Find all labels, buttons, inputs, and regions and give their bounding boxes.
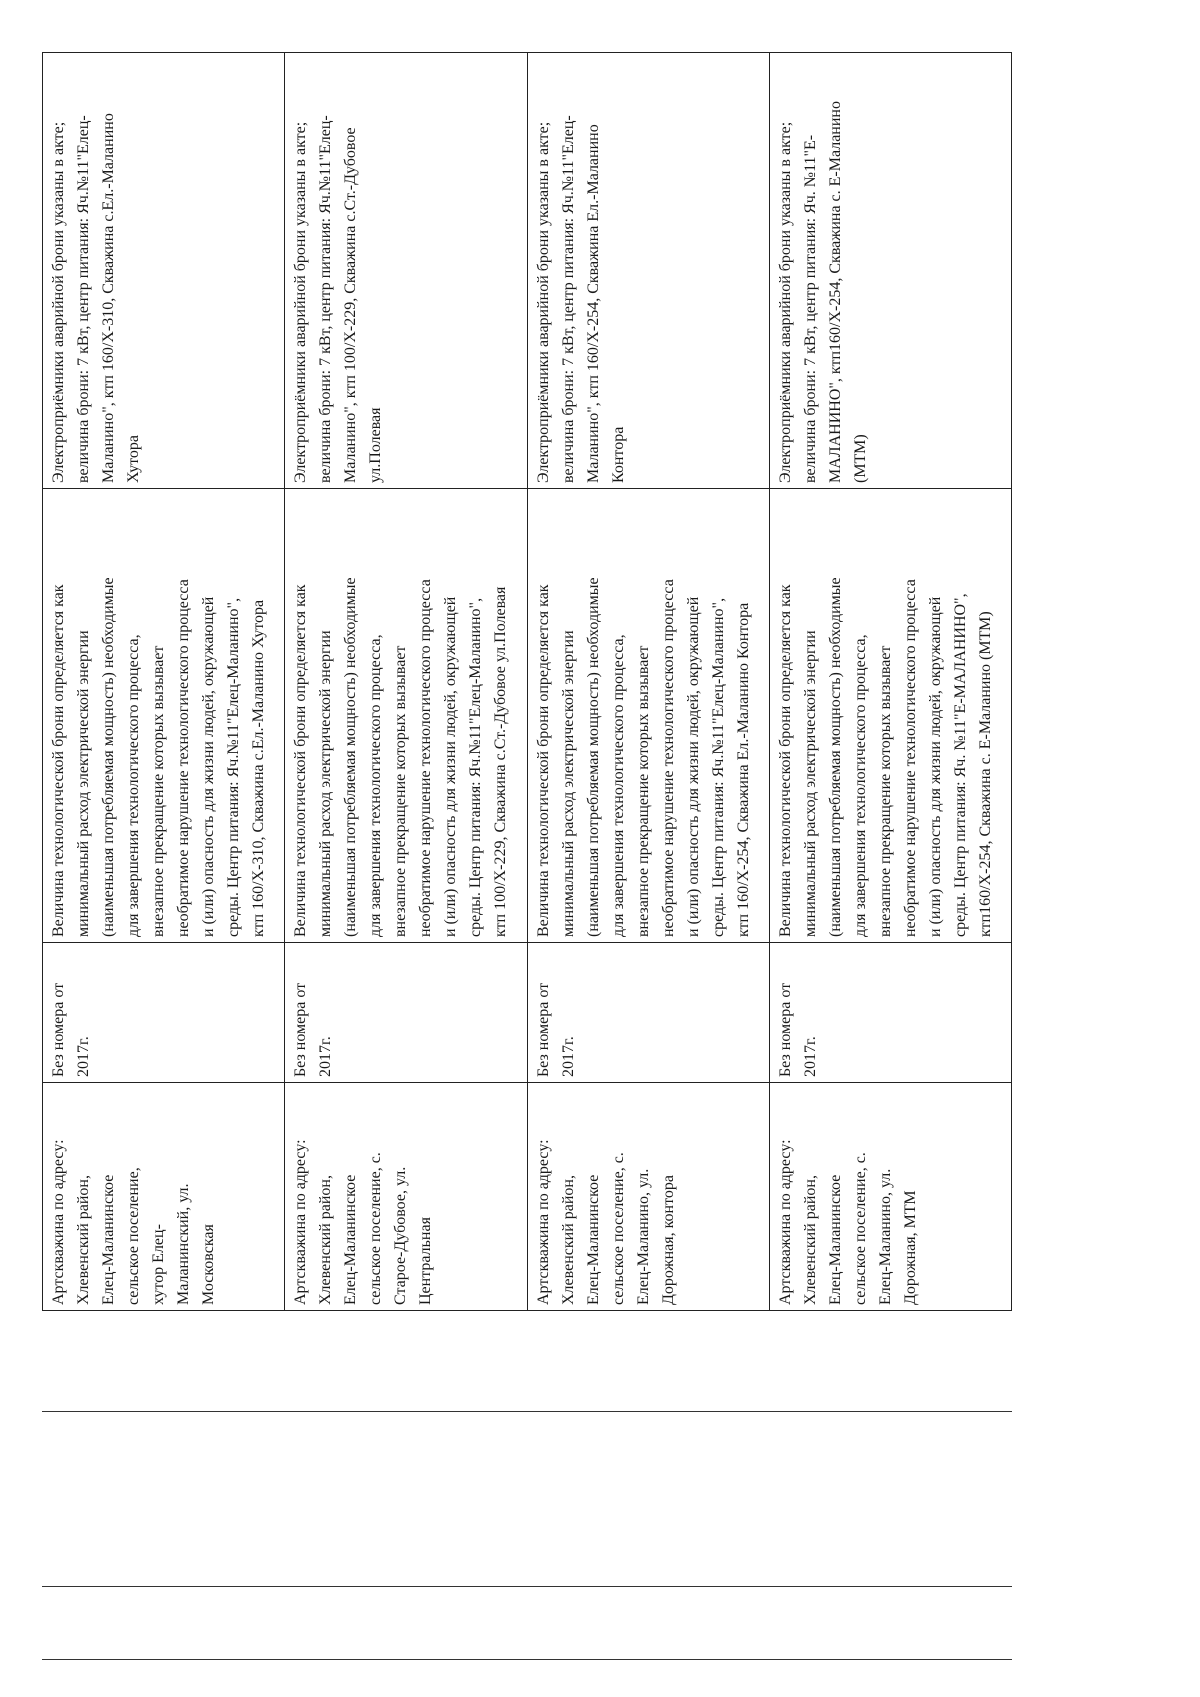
table-row xyxy=(769,53,1011,1311)
object-cell: Артскважина по адресу: Хлевенский район, Елец-Маланинское сельское поселение, с. Елец-Маланино, ул. Дорожная, МТМ xyxy=(769,1083,1011,1311)
horizontal-rule xyxy=(42,1659,1012,1660)
emergency-reserve-cell: Электроприёмники аварийной брони указаны в акте; величина брони: 7 кВт, центр питания: Яч.№11"Елец- Маланино", ктп 160/Х-254, Скважина Ел.-Маланино Контора xyxy=(527,53,769,489)
tech-reserve-cell: Величина технологической брони определяется как минимальный расход электрической энергии (наименьшая потребляемая мощность) необходимые для завершения технологического процесса, внезапное прекращение которых вызывает необратимое нарушение технологического процесса и (или) опасность для жизни людей, окружающей среды. Центр питания: Яч.№11"Елец-Маланино", ктп 160/Х-310, Скважина с.Ел.-Маланино Хутора xyxy=(43,489,285,943)
emergency-reserve-cell: Электроприёмники аварийной брони указаны в акте; величина брони: 7 кВт, центр питания: Яч.№11"Елец- Маланино", ктп 160/Х-310, Скважина с.Ел.-Маланино Хутора xyxy=(43,53,285,489)
tech-reserve-cell: Величина технологической брони определяется как минимальный расход электрической энергии (наименьшая потребляемая мощность) необходимые для завершения технологического процесса, внезапное прекращение которых вызывает необратимое нарушение технологического процесса и (или) опасность для жизни людей, окружающей среды. Центр питания: Яч.№11"Елец-Маланино", ктп 100/Х-229, Скважина с.Ст.-Дубовое ул.Полевая xyxy=(285,489,527,943)
horizontal-rule xyxy=(42,1411,1012,1412)
document-cell: Без номера от 2017г. xyxy=(43,943,285,1083)
emergency-reserve-cell: Электроприёмники аварийной брони указаны в акте; величина брони: 7 кВт, центр питания: Яч. №11"Е- МАЛАНИНО", ктп160/Х-254, Скважина с. Е-Маланино (МТМ) xyxy=(769,53,1011,489)
object-cell: Артскважина по адресу: Хлевенский район, Елец-Маланинское сельское поселение, хутор Елец- Маланинский, ул. Московская xyxy=(43,1083,285,1311)
tech-reserve-cell: Величина технологической брони определяется как минимальный расход электрической энергии (наименьшая потребляемая мощность) необходимые для завершения технологического процесса, внезапное прекращение которых вызывает необратимое нарушение технологического процесса и (или) опасность для жизни людей, окружающей среды. Центр питания: Яч. №11"Е-МАЛАНИНО", ктп160/Х-254, Скважина с. Е-Маланино (МТМ) xyxy=(769,489,1011,943)
table-row xyxy=(527,53,769,1311)
horizontal-rule xyxy=(42,1586,1012,1587)
emergency-reserve-cell: Электроприёмники аварийной брони указаны в акте; величина брони: 7 кВт, центр питания: Яч.№11"Елец- Маланино", ктп 100/Х-229, Скважина с.Ст.-Дубовое ул.Полевая xyxy=(285,53,527,489)
table-row xyxy=(43,53,285,1311)
document-cell: Без номера от 2017г. xyxy=(285,943,527,1083)
document-cell: Без номера от 2017г. xyxy=(769,943,1011,1083)
reserve-table xyxy=(42,52,1012,1311)
rotated-table-wrapper xyxy=(42,53,1012,1311)
object-cell: Артскважина по адресу: Хлевенский район, Елец-Маланинское сельское поселение, с. Елец-Маланино, ул. Дорожная, контора xyxy=(527,1083,769,1311)
table-row xyxy=(285,53,527,1311)
document-cell: Без номера от 2017г. xyxy=(527,943,769,1083)
tech-reserve-cell: Величина технологической брони определяется как минимальный расход электрической энергии (наименьшая потребляемая мощность) необходимые для завершения технологического процесса, внезапное прекращение которых вызывает необратимое нарушение технологического процесса и (или) опасность для жизни людей, окружающей среды. Центр питания: Яч.№11"Елец-Маланино", ктп 160/Х-254, Скважина Ел.-Маланино Контора xyxy=(527,489,769,943)
object-cell: Артскважина по адресу: Хлевенский район, Елец-Маланинское сельское поселение, с. Старое-Дубовое, ул. Центральная xyxy=(285,1083,527,1311)
